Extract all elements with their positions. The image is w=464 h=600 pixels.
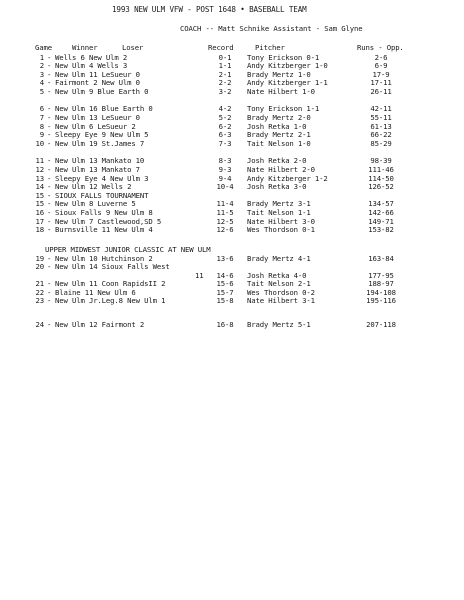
table-row-runs-opp: 98-39 (370, 156, 392, 165)
table-row-result: New Ulm 10 Hutchinson 2 (55, 254, 153, 263)
table-row-runs-opp: 188-97 (368, 279, 394, 288)
table-row-game-number: 1 (39, 53, 44, 62)
table-row-result: New Ulm 13 Mankato 7 (55, 165, 140, 174)
table-row-record: 13-6 (216, 254, 234, 263)
table-row-runs-opp: 61-13 (370, 122, 392, 131)
table-row-dash: - (47, 320, 52, 329)
section-heading: SIOUX FALLS TOURNAMENT (55, 191, 149, 200)
table-row-dash: - (47, 165, 52, 174)
table-row-pitcher: Brady Mertz 1-0 (247, 70, 311, 79)
table-row-record: 9-3 (218, 165, 232, 174)
table-row-record: 11-5 (216, 208, 234, 217)
table-row-game-number: 2 (39, 61, 44, 70)
header-record: Record (208, 43, 234, 52)
table-row-dash: - (47, 61, 52, 70)
table-row-pitcher: Josh Retka 4-0 (247, 271, 307, 280)
table-row-game-number: 14 (35, 182, 44, 191)
table-row-game-number: 18 (35, 225, 44, 234)
table-row-runs-opp: 114-50 (368, 174, 394, 183)
table-row-record: 15-8 (216, 296, 234, 305)
table-row-pitcher: Nate Hilbert 3-1 (247, 296, 315, 305)
table-row-record: 10-4 (216, 182, 234, 191)
table-row-runs-opp: 85-29 (370, 139, 392, 148)
table-row-dash: - (47, 208, 52, 217)
table-row-record: 7-3 (218, 139, 232, 148)
table-row-runs-opp: 134-57 (368, 199, 394, 208)
table-row-dash: - (47, 113, 52, 122)
table-row-game-number: 22 (35, 288, 44, 297)
table-row-result: Sleepy Eye 9 New Ulm 5 (55, 130, 149, 139)
table-row-record: 1-1 (218, 61, 232, 70)
table-row-dash: - (47, 130, 52, 139)
table-row-game-number: 8 (39, 122, 44, 131)
table-row-result: 11 (195, 271, 204, 280)
table-row-result: New Ulm Jr.Leg.8 New Ulm 1 (55, 296, 166, 305)
table-row-game-number: 13 (35, 174, 44, 183)
table-row-pitcher: Wes Thordson 0-1 (247, 225, 315, 234)
table-row-result: New Ulm 12 Wells 2 (55, 182, 132, 191)
table-row-runs-opp: 195-116 (366, 296, 396, 305)
table-row-dash: - (47, 191, 52, 200)
table-row-pitcher: Tait Nelson 2-1 (247, 279, 311, 288)
table-row-dash: - (47, 70, 52, 79)
table-row-dash: - (47, 199, 52, 208)
table-row-game-number: 24 (35, 320, 44, 329)
table-row-pitcher: Nate Hilbert 1-0 (247, 87, 315, 96)
table-row-pitcher: Tait Nelson 1-0 (247, 139, 311, 148)
table-row-result: New Ulm 13 LeSueur 0 (55, 113, 140, 122)
table-row-record: 4-2 (218, 104, 232, 113)
table-row-result: Blaine 11 New Ulm 6 (55, 288, 136, 297)
header-pitcher: Pitcher (255, 43, 285, 52)
table-row-runs-opp: 17-9 (372, 70, 390, 79)
table-row-runs-opp: 17-11 (370, 78, 392, 87)
table-row-dash: - (47, 174, 52, 183)
table-row-game-number: 15 (35, 199, 44, 208)
table-row-runs-opp: 6-9 (374, 61, 388, 70)
table-row-runs-opp: 194-108 (366, 288, 396, 297)
table-row-dash: - (47, 182, 52, 191)
table-row-result: Sleepy Eye 4 New Ulm 3 (55, 174, 149, 183)
table-row-dash: - (47, 87, 52, 96)
table-row-dash: - (47, 122, 52, 131)
section-heading: UPPER MIDWEST JUNIOR CLASSIC AT NEW ULM (45, 245, 211, 254)
table-row-game-number: 15 (35, 191, 44, 200)
table-row-record: 14-6 (216, 271, 234, 280)
table-row-result: New Ulm 6 LeSueur 2 (55, 122, 136, 131)
table-row-dash: - (47, 104, 52, 113)
table-row-dash: - (47, 53, 52, 62)
table-row-record: 2-1 (218, 70, 232, 79)
table-row-pitcher: Nate Hilbert 2-0 (247, 165, 315, 174)
table-row-pitcher: Wes Thordson 0-2 (247, 288, 315, 297)
table-row-runs-opp: 207-118 (366, 320, 396, 329)
table-row-result: New Ulm 16 Blue Earth 0 (55, 104, 153, 113)
table-row-runs-opp: 153-82 (368, 225, 394, 234)
table-row-pitcher: Brady Mertz 2-1 (247, 130, 311, 139)
table-row-game-number: 23 (35, 296, 44, 305)
table-row-result: New Ulm 4 Wells 3 (55, 61, 128, 70)
table-row-game-number: 20 (35, 262, 44, 271)
table-row-dash: - (47, 288, 52, 297)
header-winner: Winner (72, 43, 98, 52)
table-row-result: New Ulm 11 LeSueur 0 (55, 70, 140, 79)
table-row-pitcher: Josh Retka 3-0 (247, 182, 307, 191)
table-row-record: 12-5 (216, 217, 234, 226)
table-row-result: New Ulm 19 St.James 7 (55, 139, 145, 148)
table-row-dash: - (47, 139, 52, 148)
table-row-game-number: 12 (35, 165, 44, 174)
table-row-record: 15-7 (216, 288, 234, 297)
table-row-record: 6-3 (218, 130, 232, 139)
table-row-result: New Ulm 9 Blue Earth 0 (55, 87, 149, 96)
table-row-game-number: 11 (35, 156, 44, 165)
table-row-dash: - (47, 254, 52, 263)
table-row-pitcher: Brady Mertz 4-1 (247, 254, 311, 263)
table-row-runs-opp: 26-11 (370, 87, 392, 96)
table-row-runs-opp: 177-95 (368, 271, 394, 280)
table-row-result: Sioux Falls 9 New Ulm 8 (55, 208, 153, 217)
table-row-record: 11-4 (216, 199, 234, 208)
table-row-record: 8-3 (218, 156, 232, 165)
table-row-pitcher: Josh Retka 2-0 (247, 156, 307, 165)
table-row-record: 12-6 (216, 225, 234, 234)
table-row-pitcher: Nate Hilbert 3-0 (247, 217, 315, 226)
table-row-game-number: 16 (35, 208, 44, 217)
table-row-game-number: 3 (39, 70, 44, 79)
header-game: Game (35, 43, 52, 52)
table-row-game-number: 10 (35, 139, 44, 148)
table-row-pitcher: Tony Erickson 1-1 (247, 104, 320, 113)
table-row-pitcher: Brady Mertz 5-1 (247, 320, 311, 329)
table-row-game-number: 6 (39, 104, 44, 113)
table-row-runs-opp: 55-11 (370, 113, 392, 122)
table-row-runs-opp: 126-52 (368, 182, 394, 191)
table-row-record: 5-2 (218, 113, 232, 122)
table-row-result: New Ulm 12 Fairmont 2 (55, 320, 145, 329)
table-row-game-number: 21 (35, 279, 44, 288)
table-row-pitcher: Brady Mertz 3-1 (247, 199, 311, 208)
table-row-record: 6-2 (218, 122, 232, 131)
table-row-dash: - (47, 156, 52, 165)
table-row-runs-opp: 142-66 (368, 208, 394, 217)
page-title: 1993 NEW ULM VFW - POST 1648 • BASEBALL TEAM (112, 5, 307, 14)
table-row-dash: - (47, 279, 52, 288)
table-row-result: Fairmont 2 New Ulm 0 (55, 78, 140, 87)
table-row-record: 2-2 (218, 78, 232, 87)
table-row-game-number: 5 (39, 87, 44, 96)
table-row-result: New Ulm 7 Castlewood,SD 5 (55, 217, 162, 226)
table-row-result: New Ulm 14 Sioux Falls West (55, 262, 170, 271)
table-row-result: Burnsville 11 New Ulm 4 (55, 225, 153, 234)
header-loser: Loser (122, 43, 144, 52)
table-row-record: 15-6 (216, 279, 234, 288)
table-row-runs-opp: 111-46 (368, 165, 394, 174)
table-row-dash: - (47, 225, 52, 234)
table-row-dash: - (47, 78, 52, 87)
table-row-pitcher: Andy Kitzberger 1-2 (247, 174, 328, 183)
table-row-runs-opp: 66-22 (370, 130, 392, 139)
table-row-record: 3-2 (218, 87, 232, 96)
table-row-pitcher: Tony Erickson 0-1 (247, 53, 320, 62)
table-row-game-number: 19 (35, 254, 44, 263)
table-row-dash: - (47, 262, 52, 271)
table-row-game-number: 7 (39, 113, 44, 122)
table-row-pitcher: Brady Mertz 2-0 (247, 113, 311, 122)
table-row-result: New Ulm 8 Luverne 5 (55, 199, 136, 208)
table-row-record: 9-4 (218, 174, 232, 183)
table-row-dash: - (47, 296, 52, 305)
table-row-result: New Ulm 13 Mankato 10 (55, 156, 145, 165)
table-row-runs-opp: 163-84 (368, 254, 394, 263)
table-row-game-number: 17 (35, 217, 44, 226)
table-row-result: Wells 6 New Ulm 2 (55, 53, 128, 62)
table-row-game-number: 9 (39, 130, 44, 139)
table-row-pitcher: Tait Nelson 1-1 (247, 208, 311, 217)
table-row-pitcher: Andy Kitzberger 1-0 (247, 61, 328, 70)
table-row-game-number: 4 (39, 78, 44, 87)
table-row-record: 16-8 (216, 320, 234, 329)
table-row-record: 0-1 (218, 53, 232, 62)
coaching-staff: COACH -- Matt Schnike Assistant - Sam Glyne (180, 24, 363, 33)
table-row-runs-opp: 149-71 (368, 217, 394, 226)
table-row-pitcher: Josh Retka 1-0 (247, 122, 307, 131)
table-row-pitcher: Andy Kitzberger 1-1 (247, 78, 328, 87)
table-row-result: New Ulm 11 Coon RapidsII 2 (55, 279, 166, 288)
header-runs-opp: Runs - Opp. (357, 43, 404, 52)
table-row-runs-opp: 2-6 (374, 53, 388, 62)
table-row-runs-opp: 42-11 (370, 104, 392, 113)
table-row-dash: - (47, 217, 52, 226)
